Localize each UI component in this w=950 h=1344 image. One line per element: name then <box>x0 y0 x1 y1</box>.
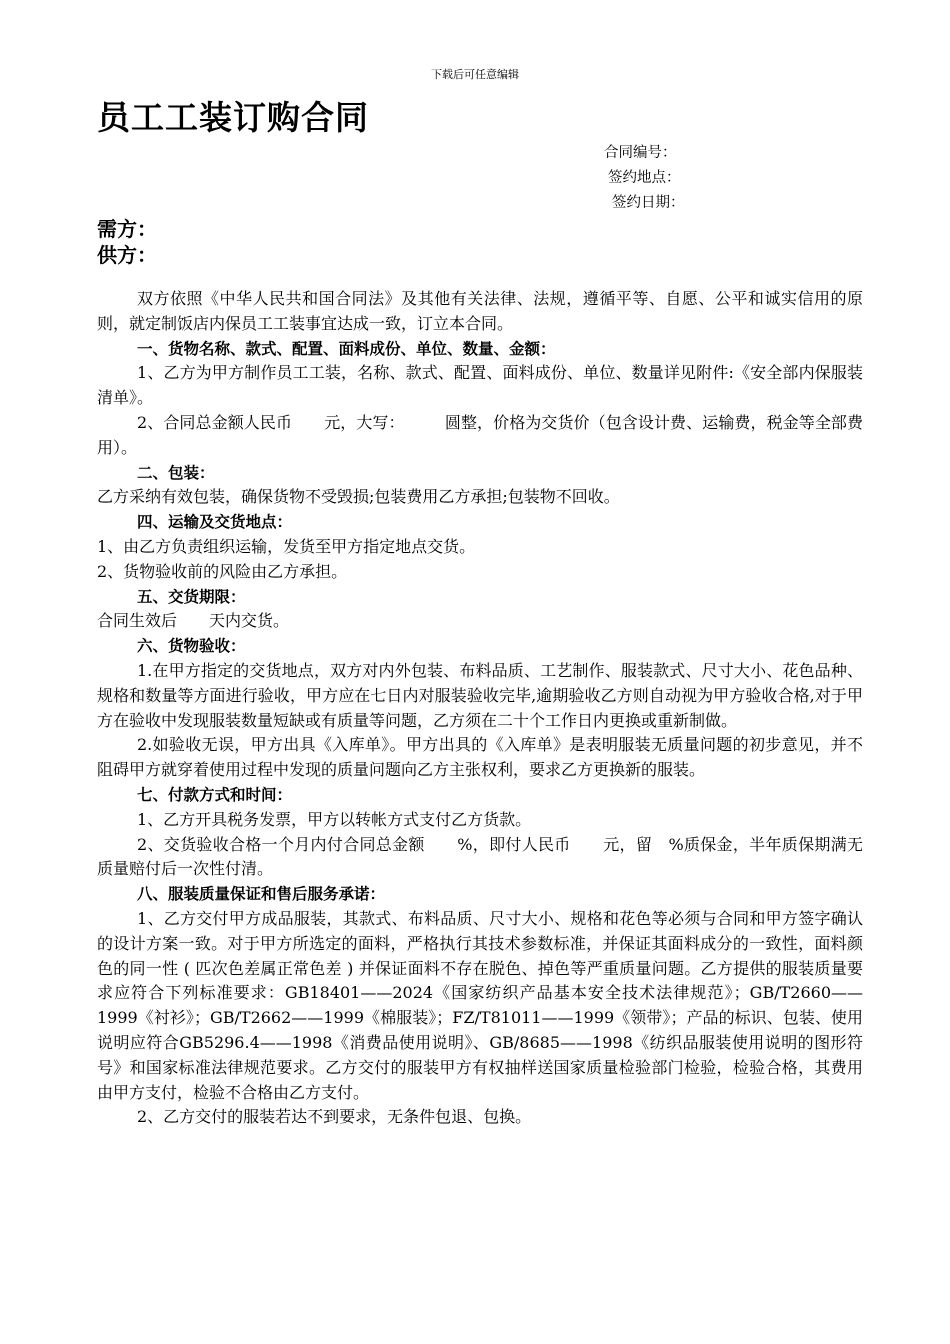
sign-date-label: 签约日期： <box>612 195 685 211</box>
section-6-heading: 六、货物验收： <box>137 637 246 656</box>
section-2-heading: 二、包装： <box>137 463 215 482</box>
contract-number-label: 合同编号： <box>604 145 677 161</box>
section-6-item-1: 1.在甲方指定的交货地点，双方对内外包装、布料品质、工艺制作、服装款式、尺寸大小、花色品种、规格和数量等方面进行验收，甲方应在七日内对服装验收完毕,逾期验收乙方则自动视为甲方验收合格,对于甲方在验收中发现服装数量短缺或有质量等问题，乙方须在二十个工作日内更换或重新制做。 <box>97 660 863 730</box>
supplier-label: 供方： <box>97 243 157 267</box>
section-1-item-1: 1、乙方为甲方制作员工工装，名称、款式、配置、面料成份、单位、数量详见附件:《安全部内保服装清单》。 <box>97 363 863 408</box>
section-5-heading: 五、交货期限： <box>137 587 246 606</box>
header-note: 下载后可任意编辑 <box>431 68 519 81</box>
section-8-item-1: 1、乙方交付甲方成品服装，其款式、布料品质、尺寸大小、规格和花色等必须与合同和甲方签字确认的设计方案一致。对于甲方所选定的面料，严格执行其技术参数标准，并保证其面料成分的一致性，面料颜色的同一性 ( 匹次色差属正常色差 ) 并保证面料不存在脱色、掉色等严重质量问题。乙方提供的服装质量要求应符合下列标准要求：GB18401——2024《国家纺织产品基本安全技术法律规范》；GB/T2660——1999《衬衫》；GB/T2662——1999《棉服装》；FZ/T81011——1999《领带》；产品的标识、包装、使用说明应符合GB5296.4——1998《消费品使用说明》、GB/8685——1998《纺织品服装使用说明的图形符号》和国家标准法律规范要求。乙方交付的服装甲方有权抽样送国家质量检验部门检验，检验合格，其费用由甲方支付，检验不合格由乙方支付。 <box>97 908 863 1102</box>
contract-body <box>97 287 863 1130</box>
section-7-item-1: 1、乙方开具税务发票，甲方以转帐方式支付乙方货款。 <box>137 809 532 829</box>
section-7-heading: 七、付款方式和时间： <box>137 785 293 804</box>
section-1-item-2: 2、合同总金额人民币 元，大写： 圆整，价格为交货价（包含设计费、运输费，税金等全部费用）。 <box>97 412 863 457</box>
section-5-item-1: 合同生效后 天内交货。 <box>97 611 290 631</box>
section-2-item-1: 乙方采纳有效包装，确保货物不受毁损;包装费用乙方承担;包装物不回收。 <box>97 487 620 507</box>
buyer-label: 需方： <box>97 217 157 241</box>
page-title: 员工工装订购合同 <box>97 98 369 137</box>
section-8-item-2: 2、乙方交付的服装若达不到要求，无条件包退、包换。 <box>137 1107 532 1127</box>
section-6-item-2: 2.如验收无误，甲方出具《入库单》。甲方出具的《入库单》是表明服装无质量问题的初步意见，并不阻碍甲方就穿着使用过程中发现的质量问题向乙方主张权利，要求乙方更换新的服装。 <box>97 735 863 780</box>
sign-place-label: 签约地点： <box>608 170 681 186</box>
section-4-item-1: 1、由乙方负责组织运输，发货至甲方指定地点交货。 <box>97 536 476 556</box>
section-4-heading: 四、运输及交货地点： <box>137 513 293 532</box>
section-8-heading: 八、服装质量保证和售后服务承诺： <box>137 885 386 904</box>
section-1-heading: 一、货物名称、款式、配置、面料成份、单位、数量、金额： <box>137 339 556 358</box>
section-7-item-2: 2、交货验收合格一个月内付合同总金额 %，即付人民币 元，留 %质保金，半年质保期满无质量赔付后一次性付清。 <box>97 834 863 879</box>
section-4-item-2: 2、货物验收前的风险由乙方承担。 <box>97 561 348 581</box>
intro-paragraph: 双方依照《中华人民共和国合同法》及其他有关法律、法规，遵循平等、自愿、公平和诚实信用的原则，就定制饭店内保员工工装事宜达成一致，订立本合同。 <box>97 289 863 333</box>
